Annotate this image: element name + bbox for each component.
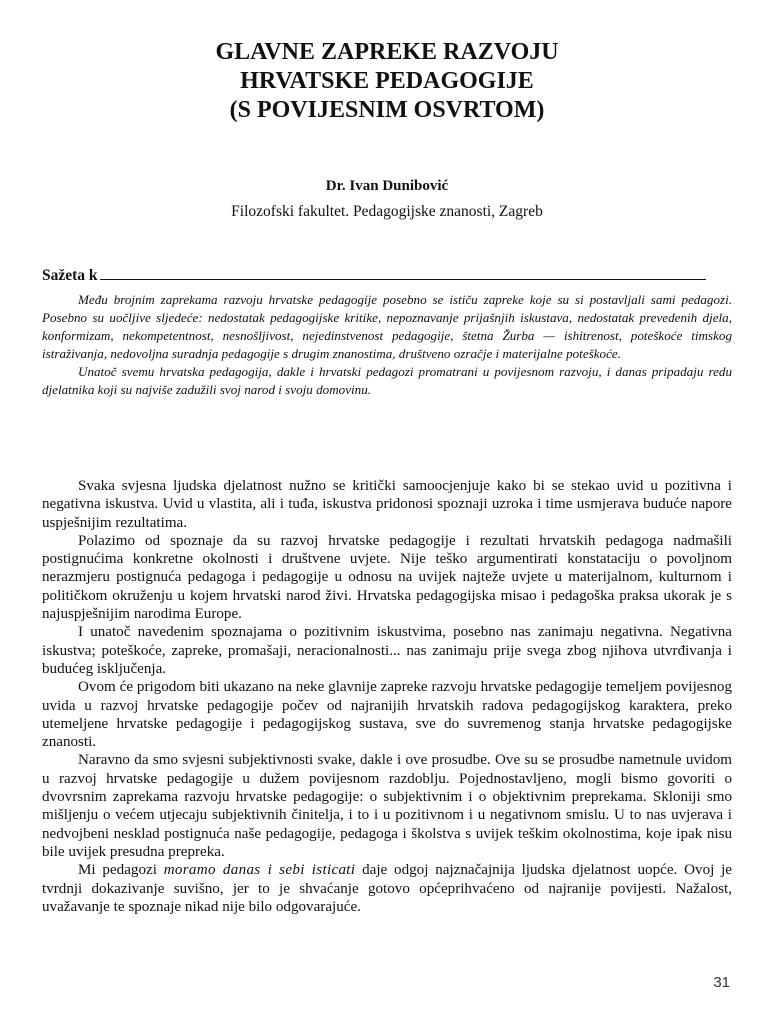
body-paragraph: Ovom će prigodom biti ukazano na neke glavnije zapreke razvoju hrvatske pedagogije temeljem povijesnog uvida u razvoj hrvatske pedagogije počev od najranijih hrvatskih radova pedagogijskog karaktera, preko utemeljene hrvatske pedagogije i pedagogijskog sustava, sve do suvremenog stanja hrvatske pedagogijske znanosti. bbox=[42, 679, 732, 751]
body-paragraph: I unatoč navedenim spoznajama o pozitivnim iskustvima, posebno nas zanimaju negativna. Negativna iskustva; poteškoće, zapreke, promašaji, neracionalnosti... nas zanimaju prije svega zbog njihova utvrđivanja i budućeg isključenja. bbox=[42, 624, 732, 677]
paper-page bbox=[42, 0, 732, 1024]
emphasized-text: moramo danas i sebi isticati bbox=[163, 862, 356, 879]
abstract-rule bbox=[100, 266, 706, 280]
author-affiliation: Filozofski fakultet. Pedagogijske znanosti, Zagreb bbox=[231, 203, 543, 220]
author-name: Dr. Ivan Dunibović bbox=[325, 178, 449, 194]
abstract-paragraph: Među brojnim zaprekama razvoju hrvatske pedagogije posebno se ističu zapreke koje su si postavljali sami pedagozi. Posebno su uočljive sljedeće: nedostatak pedagogijske kritike, nepoznavanje prijašnjih iskustava, nedostatak prevedenih djela, konformizam, nekompetentnost, nesnošljivost, nejedinstvenost pedagogije, štetna Žurba — ishitrenost, poteškoće timskog istraživanja, nedovoljna suradnja pedagogije s drugim znanostima, društveno ozračje i materijalne poteškoće. bbox=[42, 292, 732, 362]
title-line-2: HRVATSKE PEDAGOGIJE bbox=[240, 68, 534, 94]
abstract-text bbox=[42, 291, 732, 400]
abstract-heading: Sažeta k bbox=[42, 267, 98, 284]
page-number: 31 bbox=[713, 974, 730, 991]
body-paragraph-last bbox=[42, 861, 732, 916]
title-line-3: (S POVIJESNIM OSVRTOM) bbox=[229, 97, 545, 123]
title-line-1: GLAVNE ZAPREKE RAZVOJU bbox=[215, 39, 559, 65]
abstract-paragraph: Unatoč svemu hrvatska pedagogija, dakle i hrvatski pedagozi promatrani u povijesnom razvoju, i danas pripadaju redu djelatnika koji su najviše zadužili svoj narod i svoju domovinu. bbox=[42, 364, 732, 398]
body-text-run: Mi pedagozi bbox=[78, 862, 164, 879]
body-paragraph: Naravno da smo svjesni subjektivnosti svake, dakle i ove prosudbe. Ove su se prosudbe nametnule uvidom u razvoj hrvatske pedagogije u dužem povijesnom razdoblju. Pojednostavljeno, mogli bismo govoriti o dvovrsnim zaprekama razvoju hrvatske pedagogije: o subjektivnim i o objektivnim preprekama. Skloniji smo mišljenju o većem utjecaju subjektivnih činitelja, i to i u pozitivnom i u negativnom smislu. U to nas uvjerava i nedvojbeni nesklad postignuća naše pedagogije, pedagoga i školstva s uvijek teškim okolnostima, koje ipak nisu bile uvijek presudna prepreka. bbox=[42, 752, 732, 860]
body-text bbox=[42, 477, 732, 916]
abstract-heading-row bbox=[42, 266, 714, 286]
body-text-run: daje odgoj najznačajnija ljudska djelatnost uopće. Ovoj je tvrdnji dokazivanje suvišno, jer to je shvaćanje gotovo općeprihvaćeno od najranije povijesti. Nažalost, uvažavanje te spoznaje nikad nije bilo odgovarajuće. bbox=[42, 862, 733, 915]
paper-title bbox=[42, 38, 732, 125]
body-paragraph: Svaka svjesna ljudska djelatnost nužno se kritički samoocjenjuje kako bi se stekao uvid u pozitivna i negativna iskustva. Uvid u vlastita, ali i tuđa, iskustva pridonosi spoznaji uzroka i time usmjerava buduće napore uspješnijim rezultatima. bbox=[42, 478, 732, 531]
body-paragraph: Polazimo od spoznaje da su razvoj hrvatske pedagogije i rezultati hrvatskih pedagoga nadmašili postignućima konkretne okolnosti i društvene uvjete. Nije teško argumentirati konstataciju o povoljnom nerazmjeru postignuća pedagoga i pedagogije u odnosu na uvijek najteže uvjete u materijalnom, kulturnom i političkom okruženju u kojem hrvatski narod živi. Hrvatska pedagogijska misao i pedagoška praksa ukorak je s najuspješnijim narodima Europe. bbox=[42, 532, 732, 623]
